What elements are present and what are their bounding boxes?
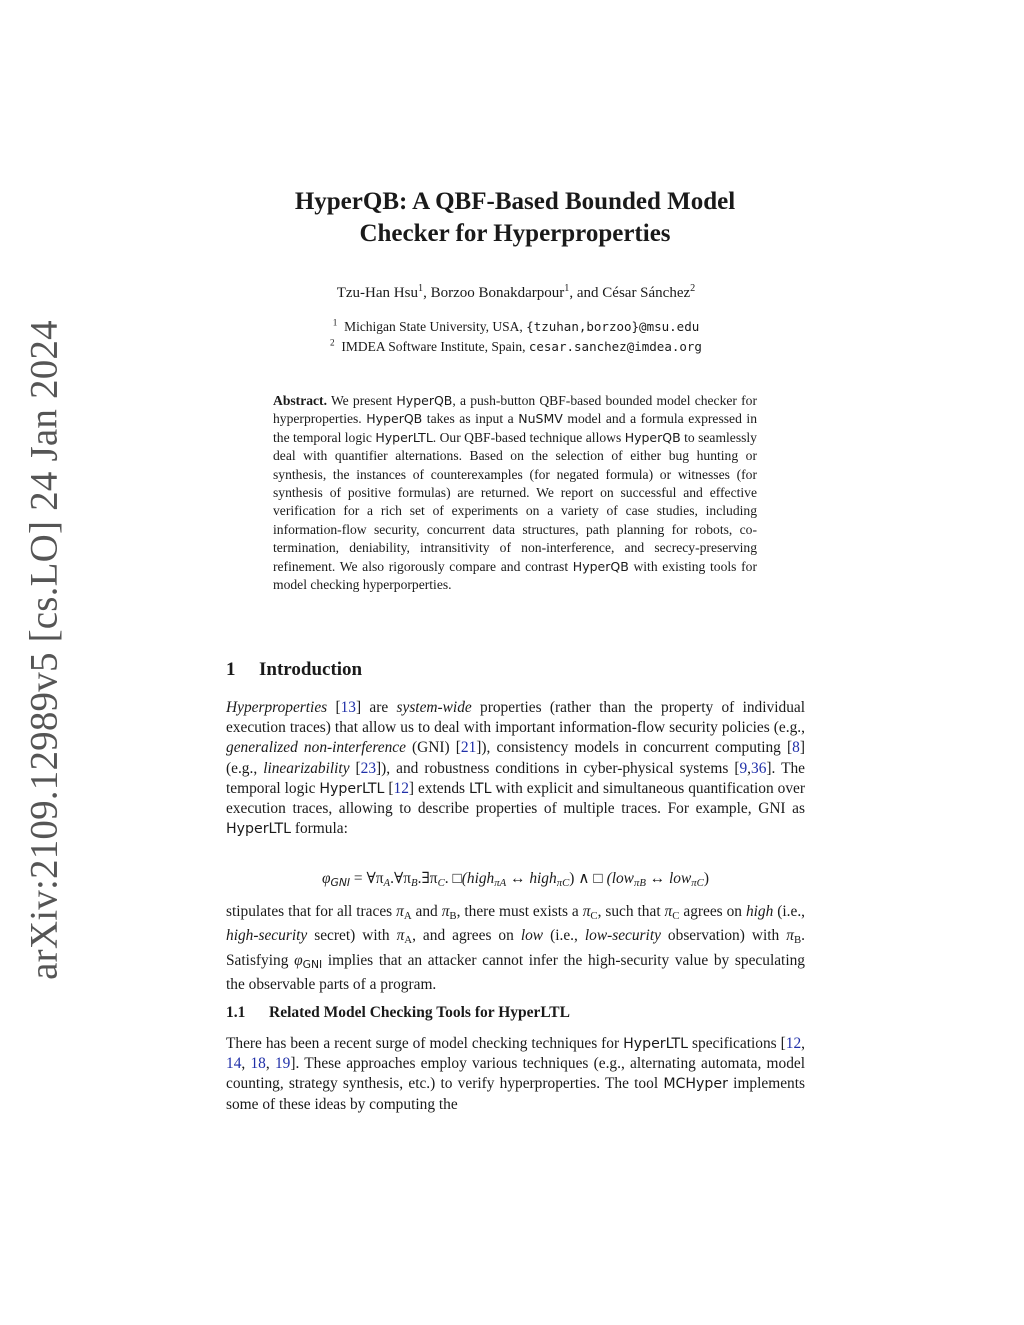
text: formula:: [291, 820, 348, 838]
formula-part: ∧: [574, 870, 594, 887]
emph: linearizability: [263, 759, 350, 777]
text: , such that: [597, 903, 665, 920]
math-subscript: A: [404, 934, 413, 947]
abstract: [273, 392, 757, 594]
text: , there must exists a: [456, 903, 583, 920]
formula-part: .: [444, 870, 453, 887]
text: There has been a recent surge of model checking techniques for: [226, 1035, 624, 1052]
subsection-title: Related Model Checking Tools for HyperLTL: [269, 1004, 570, 1021]
text: implies that an attacker cannot infer the high-security value by speculating the observable parts of a program.: [226, 951, 805, 994]
author-list: [226, 285, 806, 302]
section-title: Introduction: [259, 659, 363, 680]
math-subscript: B: [449, 910, 457, 923]
citation-link[interactable]: 23: [360, 759, 377, 777]
text: (i.e.,: [773, 903, 806, 920]
tool-name: HyperQB: [624, 429, 681, 445]
gni-formula: [226, 869, 805, 889]
abstract-text: , a push-button QBF-based bounded model checker for hyperproperties.: [273, 393, 757, 427]
formula-subscript: A: [499, 877, 507, 890]
citation-link[interactable]: 9: [739, 759, 748, 777]
text: . Satisfying: [226, 927, 805, 969]
text: secret) with: [307, 927, 397, 945]
text: extends: [414, 779, 469, 797]
emph: high-security: [226, 927, 308, 945]
formula-subscript: π: [556, 877, 563, 890]
text: ]), and robustness conditions in cyber-physical systems [: [376, 759, 740, 777]
formula-part: ↔: [645, 870, 670, 887]
affiliation-1: [226, 319, 806, 335]
affil-1-email: {tzuhan,borzoo}@msu.edu: [526, 319, 700, 334]
math: φ: [294, 951, 303, 969]
text: implements some of these ideas by computing the: [226, 1075, 805, 1113]
author-2-affil: 1: [564, 283, 570, 294]
author-1-affil: 1: [417, 283, 424, 294]
text: and: [411, 903, 442, 920]
formula-part: low: [669, 870, 692, 887]
abstract-text: takes as input a: [422, 411, 519, 427]
text: are: [361, 699, 397, 716]
citation-link[interactable]: 8: [792, 739, 800, 757]
related-paragraph: There has been a recent surge of model checking techniques for HyperLTL specifications [12, 14, 18, 19]. These approaches employ various techniques (e.g., alternating automata, model counting, strategy synthesis, etc.) to verify hyperproperties. The tool MCHyper implements some of these ideas by computing the: [226, 1035, 805, 1113]
paper-title: [262, 186, 768, 250]
subsection-heading-related-tools: [226, 1004, 570, 1022]
math: π: [786, 927, 794, 945]
text: observation) with: [660, 927, 787, 945]
text: ]), consistency models in concurrent computing [: [476, 739, 793, 757]
emph: low: [520, 927, 544, 945]
formula-part: (high: [461, 870, 495, 887]
citation-link[interactable]: 21: [460, 739, 477, 757]
math-subscript: GNI: [302, 958, 323, 972]
intro-paragraph-2: [226, 902, 805, 995]
citation-link[interactable]: 12: [785, 1035, 802, 1052]
formula-subscript: B: [411, 877, 418, 890]
abstract-text: with existing tools for model checking hyperporperties.: [273, 558, 757, 593]
math: π: [664, 903, 673, 920]
author-3-affil: 2: [690, 283, 696, 294]
formula-subscript: C: [437, 877, 445, 890]
math: π: [441, 903, 450, 920]
text: stipulates that for all traces: [226, 903, 397, 920]
author-1: Tzu-Han Hsu: [336, 285, 418, 301]
citation-link[interactable]: 18: [250, 1055, 266, 1073]
formula-part: .∃π: [417, 870, 438, 887]
math-subscript: C: [590, 910, 598, 923]
logic-name: LTL: [468, 780, 492, 797]
affiliation-2: [226, 339, 806, 355]
title-line-1: HyperQB: A QBF-Based Bounded Model: [294, 188, 736, 215]
section-heading-introduction: [226, 659, 362, 681]
math: π: [396, 903, 404, 920]
formula-part: ↔: [506, 870, 530, 887]
tool-name: NuSMV: [518, 411, 563, 427]
logic-name: HyperLTL: [319, 780, 385, 797]
author-2: , Borzoo Bonakdarpour: [423, 285, 565, 301]
text: specifications [: [688, 1035, 786, 1052]
math-subscript: C: [672, 910, 680, 923]
citation-link[interactable]: 19: [274, 1055, 291, 1073]
logic-name: HyperLTL: [623, 1036, 689, 1052]
citation-link[interactable]: 12: [393, 779, 409, 797]
formula-part: = ∀π: [350, 870, 384, 887]
affil-2-marker: 2: [330, 337, 335, 348]
logic-name: HyperLTL: [375, 429, 433, 445]
abstract-text: to seamlessly deal with quantifier alternations. Based on the selection of either bug hunting or synthesis, the instances of counterexamples (for negated formula) or witnesses (for synthesis of positive formulas) are returned. We report on successful and effective verification for a rich set of experiments on a variety of case studies, including information-flow security, concurrent data structures, path planning for robots, co-termination, deniability, intransitivity of non-interference, and secrecy-preserving refinement. We also rigorously compare and contrast: [273, 429, 757, 574]
text: (i.e.,: [543, 927, 585, 945]
formula-part: high: [529, 870, 557, 887]
section-number: 1: [226, 659, 236, 680]
formula-symbol: φ: [321, 870, 331, 887]
tool-name: HyperQB: [572, 558, 629, 574]
formula-subscript: π: [633, 877, 640, 890]
text: ]. These approaches employ various techniques (e.g., alternating automata, model counting, strategy synthesis, etc.) to verify hyperproperties. The tool: [226, 1055, 805, 1093]
affil-2-text: IMDEA Software Institute, Spain,: [341, 339, 529, 354]
formula-subscript: C: [562, 877, 570, 890]
text: ] (e.g.,: [226, 739, 805, 777]
formula-subscript: A: [383, 877, 391, 890]
text: ]. The temporal logic: [226, 759, 806, 797]
abstract-label: Abstract.: [273, 393, 327, 408]
math: π: [396, 927, 405, 945]
formula-subscript: π: [691, 877, 697, 890]
abstract-text: . Our QBF-based technique allows: [432, 429, 625, 445]
formula-part: ): [703, 870, 709, 887]
affil-1-marker: 1: [332, 317, 338, 328]
citation-link[interactable]: 14: [226, 1055, 242, 1073]
text: [: [349, 759, 361, 777]
math-subscript: A: [403, 910, 412, 923]
formula-part: .∀π: [390, 870, 412, 887]
text: , and agrees on: [412, 927, 521, 945]
text: properties (rather than the property of individual execution traces) that allow us to deal with important information-flow security policies (e.g.,: [226, 699, 805, 737]
author-3: , and César Sánchez: [569, 285, 691, 301]
logic-name: HyperLTL: [226, 821, 292, 838]
text: with explicit and simultaneous quantification over execution traces, allowing to describe properties of multiple traces. For example, GNI as: [226, 779, 806, 818]
formula-subscript: GNI: [330, 876, 351, 890]
arxiv-stamp-text: arXiv:2109.12989v5 [cs.LO] 24 Jan 2024: [22, 320, 66, 980]
tool-name: MCHyper: [663, 1076, 728, 1093]
math-subscript: B: [793, 934, 802, 947]
affil-2-email: cesar.sanchez@imdea.org: [528, 339, 702, 354]
text: agrees on: [679, 903, 746, 920]
math: π: [582, 903, 591, 920]
globally-operator: □: [593, 870, 603, 887]
emph: system-wide: [396, 699, 472, 716]
subsection-number: 1.1: [226, 1004, 246, 1021]
formula-subscript: π: [494, 877, 500, 890]
formula-part: (low: [606, 870, 634, 887]
tool-name: HyperQB: [396, 393, 453, 408]
emph: Hyperproperties: [226, 699, 328, 716]
emph: generalized non-interference: [226, 739, 406, 757]
citation-link[interactable]: 13: [340, 699, 356, 716]
title-line-2: Checker for Hyperproperties: [359, 220, 671, 247]
citation-link[interactable]: 36: [751, 759, 767, 777]
formula-part: ): [569, 870, 575, 887]
emph: high: [745, 903, 774, 920]
formula-subscript: C: [696, 877, 704, 890]
abstract-text: We present: [326, 393, 397, 408]
emph: low-security: [584, 927, 661, 945]
affil-1-text: Michigan State University, USA,: [344, 319, 527, 334]
tool-name: HyperQB: [366, 411, 423, 427]
text: (GNI) [: [405, 739, 461, 757]
intro-paragraph-1: Hyperproperties [13] are system-wide properties (rather than the property of individual execution traces) that allow us to deal with important information-flow security policies (e.g., generalized non-interference (GNI) [21]), consistency models in concurrent computing [8] (e.g., linearizability [23]), and robustness conditions in cyber-physical systems [9,36]. The temporal logic HyperLTL [12] extends LTL with explicit and simultaneous quantification over execution traces, allowing to describe properties of multiple traces. For example, GNI as HyperLTL formula:: [226, 699, 806, 838]
globally-operator: □: [452, 870, 462, 887]
formula-subscript: B: [639, 877, 646, 890]
abstract-text: model and a formula expressed in the temporal logic: [273, 411, 757, 445]
